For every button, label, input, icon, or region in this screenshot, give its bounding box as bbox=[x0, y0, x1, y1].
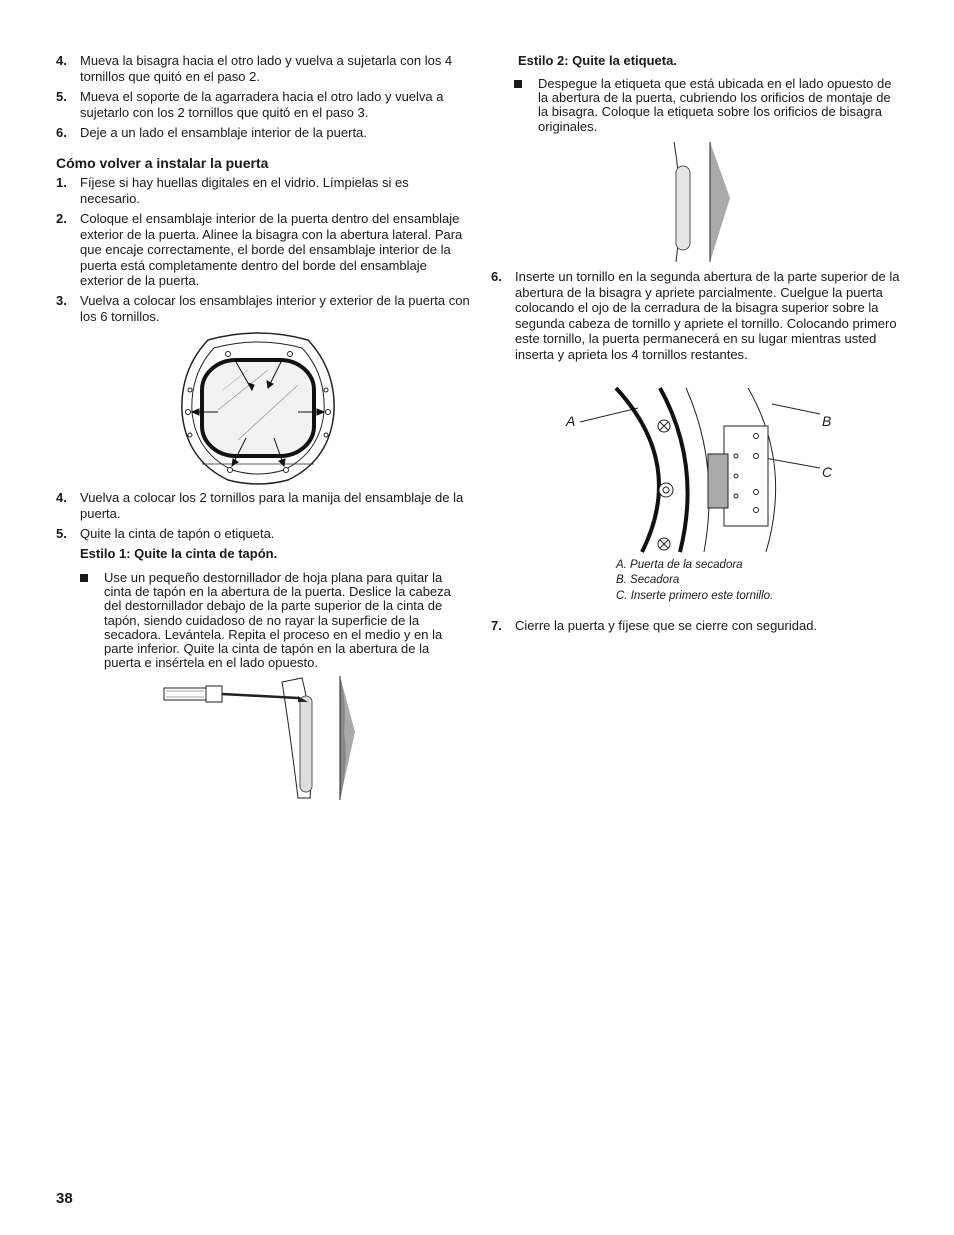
step-text: Fíjese si hay huellas digitales en el vidrio. Límpielas si es necesario. bbox=[80, 175, 409, 206]
hinge-installation-illustration bbox=[576, 384, 836, 556]
step-text: Coloque el ensamblaje interior de la puerta dentro del ensamblaje exterior de la puerta. Alinee la bisagra con la abertura lateral. Para que encaje correctamente, el borde del ensamblaje interior de la puerta está completamente dentro del borde del ensamblaje exterior de la puerta. bbox=[80, 211, 463, 288]
page-number: 38 bbox=[56, 1190, 73, 1207]
step-number: 6. bbox=[491, 269, 502, 284]
step-number: 5. bbox=[56, 89, 67, 104]
step-number: 5. bbox=[56, 526, 67, 541]
door-assembly-illustration bbox=[178, 330, 338, 490]
step-text: Mueva el soporte de la agarradera hacia el otro lado y vuelva a sujetarlo con los 2 tornillos que quitó en el paso 3. bbox=[80, 89, 444, 120]
step-text: Mueva la bisagra hacia el otro lado y vuelva a sujetarla con los 4 tornillos que quitó en el paso 2. bbox=[80, 53, 453, 84]
caption-c: C. Inserte primero este tornillo. bbox=[616, 590, 774, 602]
step-text: Inserte un tornillo en la segunda abertura de la parte superior de la abertura de la bisagra y apriete parcialmente. Cuelgue la puerta colocando el ojo de la cerradura de la bisagra superior sobre la segunda cabeza de tornillo y apriete el tornillo. Colocando primero este tornillo, la puerta permanecerá en su lugar mientras usted inserta y aprieta los 4 tornillos restantes. bbox=[515, 269, 900, 362]
step-text: Vuelva a colocar los 2 tornillos para la manija del ensamblaje de la puerta. bbox=[80, 490, 464, 521]
step-number: 1. bbox=[56, 175, 67, 190]
step-number: 4. bbox=[56, 53, 67, 68]
step-text: Cierre la puerta y fíjese que se cierre con seguridad. bbox=[515, 618, 818, 633]
bullet-square-icon bbox=[80, 574, 88, 582]
callout-b: B bbox=[822, 413, 832, 429]
step-text: Vuelva a colocar los ensamblajes interior y exterior de la puerta con los 6 tornillos. bbox=[80, 293, 470, 324]
step-number: 7. bbox=[491, 618, 502, 633]
label-removal-illustration bbox=[660, 138, 740, 264]
caption-a: A. Puerta de la secadora bbox=[616, 559, 743, 571]
step-number: 6. bbox=[56, 125, 67, 140]
style-2-label: Estilo 2: Quite la etiqueta. bbox=[518, 53, 677, 68]
bullet-square-icon bbox=[514, 80, 522, 88]
step-text: Quite la cinta de tapón o etiqueta. bbox=[80, 526, 275, 541]
callout-a: A bbox=[566, 413, 576, 429]
style-1-label: Estilo 1: Quite la cinta de tapón. bbox=[80, 546, 278, 561]
step-number: 4. bbox=[56, 490, 67, 505]
bullet-text: Despegue la etiqueta que está ubicada en el lado opuesto de la abertura de la puerta, cubriendo los orificios de montaje de la bisagra. Coloque la etiqueta sobre los orificios de bisagra originales. bbox=[538, 76, 892, 134]
step-number: 2. bbox=[56, 211, 67, 226]
callout-c: C bbox=[822, 464, 833, 480]
section-heading-reinstall-door: Cómo volver a instalar la puerta bbox=[56, 155, 269, 171]
step-number: 3. bbox=[56, 293, 67, 308]
caption-b: B. Secadora bbox=[616, 574, 680, 586]
bullet-text: Use un pequeño destornillador de hoja plana para quitar la cinta de tapón en la abertura de la puerta. Deslice la cabeza del destornillador debajo de la parte superior de la cinta de tapón, siendo cuidadoso de no rayar la superficie de la secadora. Levántela. Repita el proceso en el medio y en la parte inferior. Quite la cinta de tapón en la abertura de la puerta e insértela en el lado opuesto. bbox=[104, 570, 451, 671]
step-text: Deje a un lado el ensamblaje interior de la puerta. bbox=[80, 125, 367, 140]
screwdriver-plug-tape-illustration bbox=[160, 672, 360, 804]
